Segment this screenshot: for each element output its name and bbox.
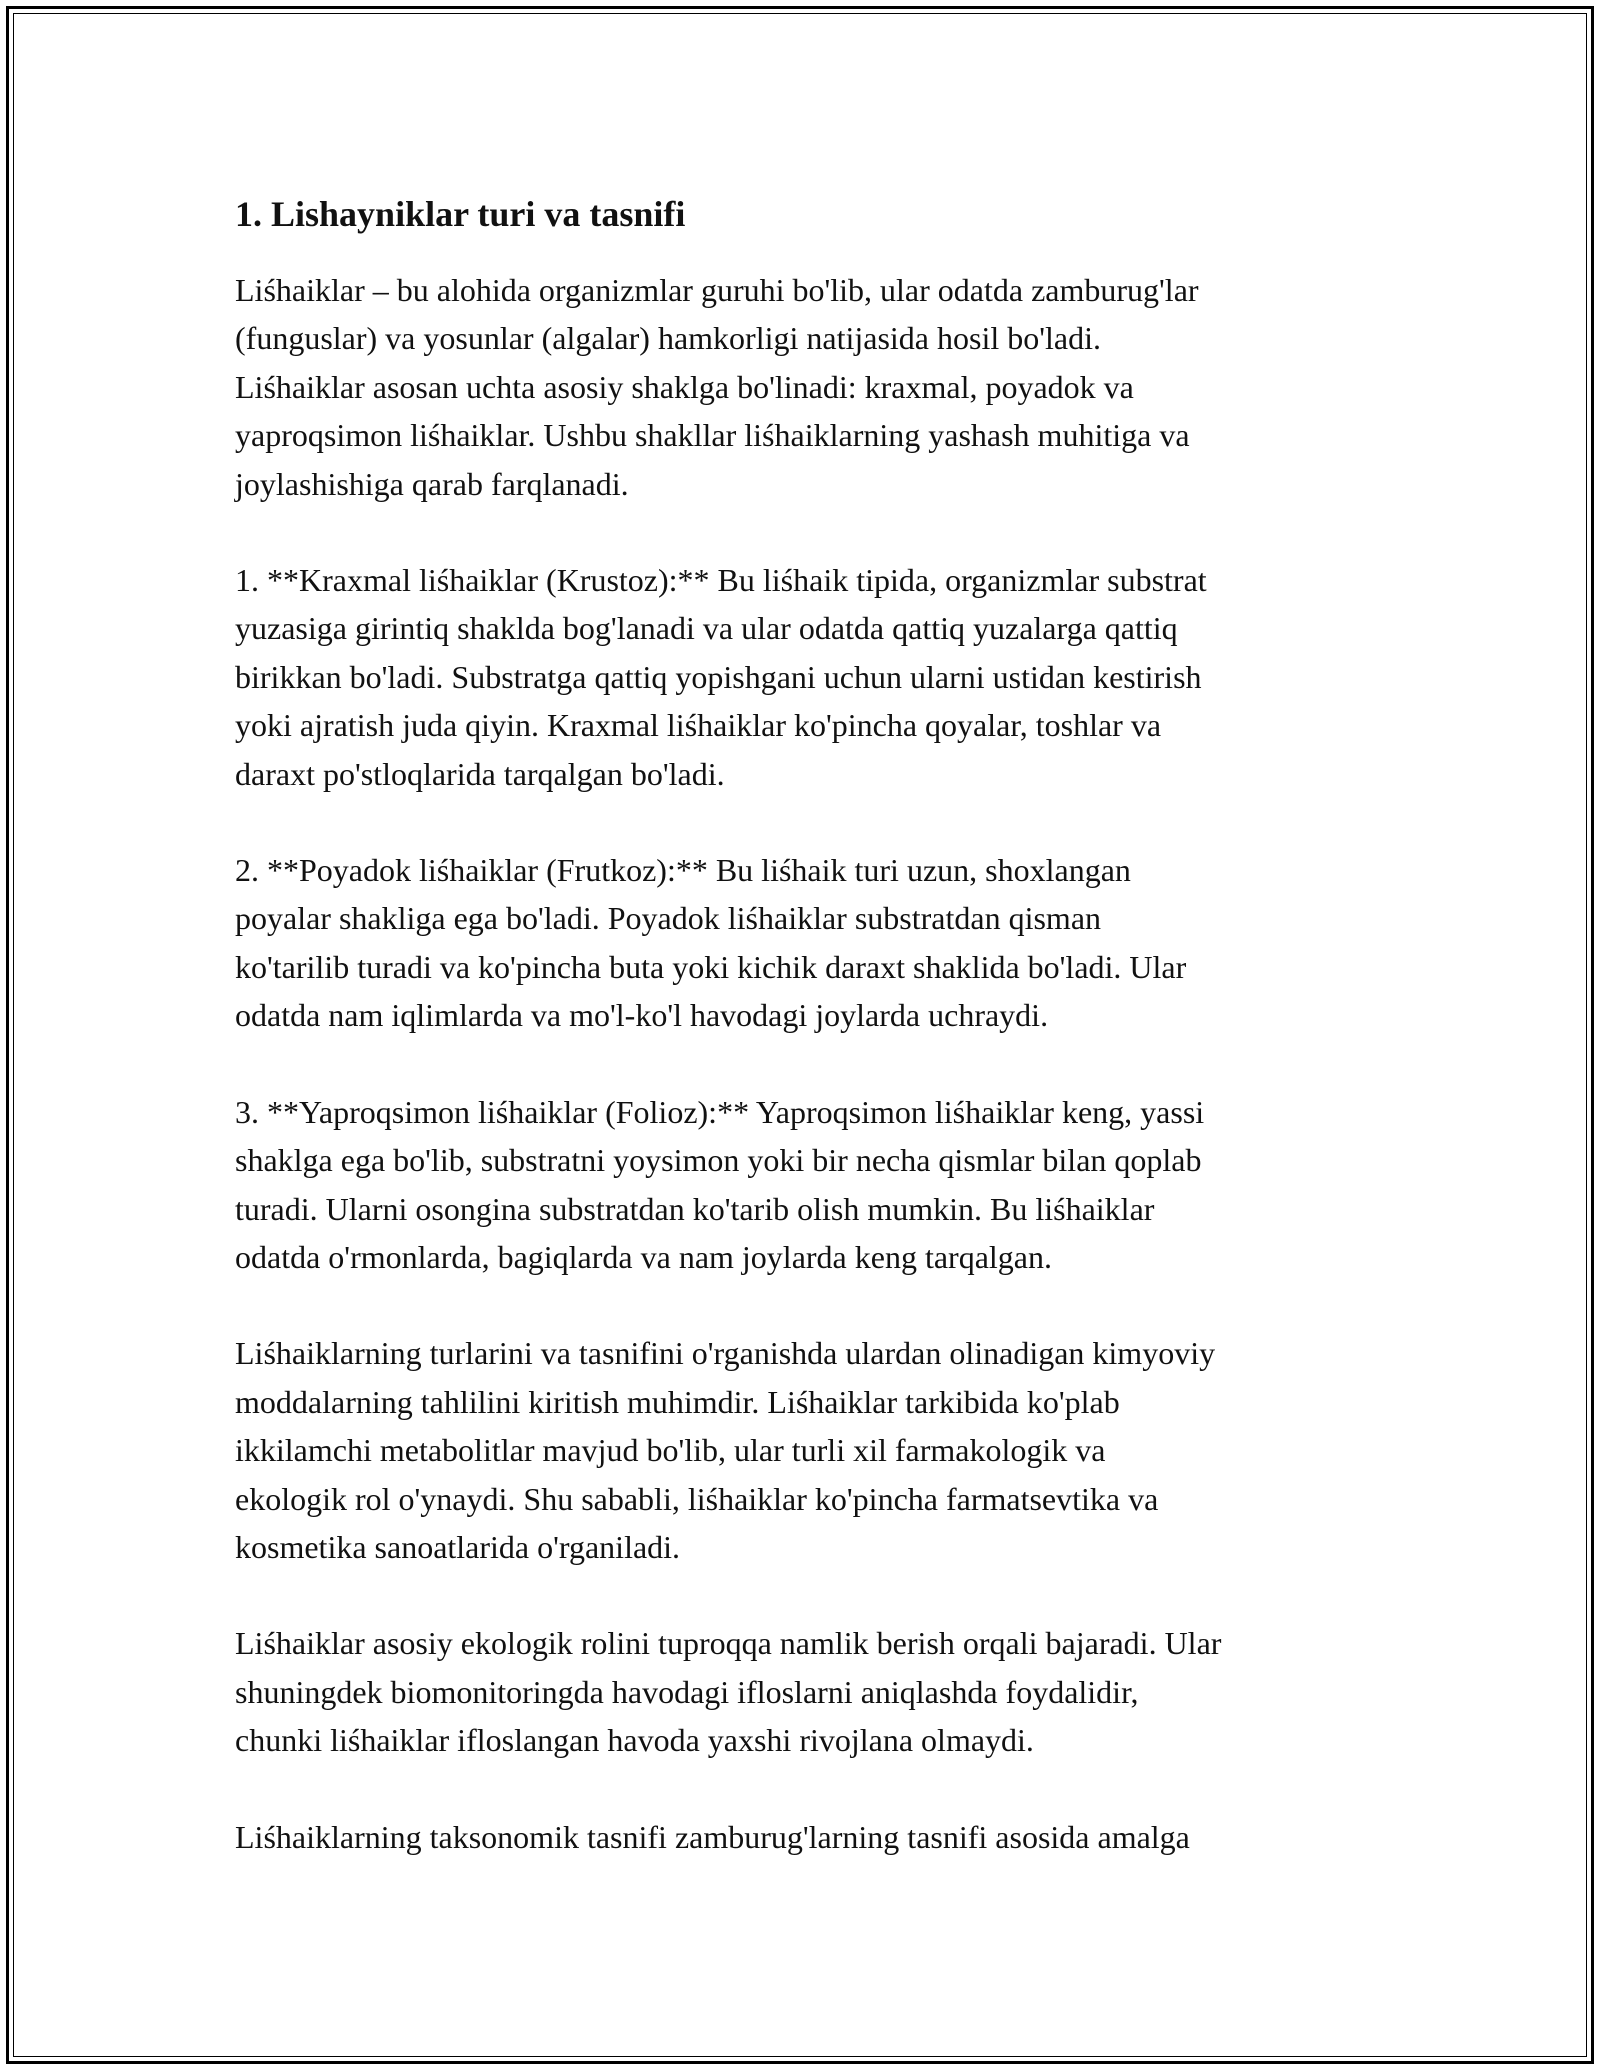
paragraph-foliose: 3. **Yaproqsimon liśhaiklar (Folioz):** Yaproqsimon liśhaiklar keng, yassi shaklga ega bo'lib, substratni yoysimon yoki bir necha qismlar bilan qoplab turadi. Ularni osongina substratdan ko'tarib olish mumkin. Bu liśhaiklar odatda o'rmonlarda, bagiqlarda va nam joylarda keng tarqalgan. <box>235 1093 1205 1275</box>
paragraph-crustose: 1. **Kraxmal liśhaiklar (Krustoz):** Bu liśhaik tipida, organizmlar substrat yuzasiga girintiq shaklda bog'lanadi va ular odatda qattiq yuzalarga qattiq birikkan bo'ladi. Substratga qattiq yopishgani uchun ularni ustidan kestirish yoki ajratish juda qiyin. Kraxmal liśhaiklar ko'pincha qoyalar, toshlar va daraxt po'stloqlarida tarqalgan bo'ladi. <box>235 562 1207 792</box>
document-content <box>235 188 1395 1861</box>
paragraph-chemistry: Liśhaiklarning turlarini va tasnifini o'rganishda ulardan olinadigan kimyoviy moddalarning tahlilini kiritish muhimdir. Liśhaiklar tarkibida ko'plab ikkilamchi metabolitlar mavjud bo'lib, ular turli xil farmakologik va ekologik rol o'ynaydi. Shu sababli, liśhaiklar ko'pincha farmatsevtika va kosmetika sanoatlarida o'rganiladi. <box>235 1335 1216 1565</box>
document-title: 1. Lishayniklar turi va tasnifi <box>235 194 686 234</box>
paragraph-intro: Liśhaiklar – bu alohida organizmlar guruhi bo'lib, ular odatda zamburug'lar (funguslar) va yosunlar (algalar) hamkorligi natijasida hosil bo'ladi. Liśhaiklar asosan uchta asosiy shaklga bo'linadi: kraxmal, poyadok va yaproqsimon liśhaiklar. Ushbu shakllar liśhaiklarning yashash muhitiga va joylashishiga qarab farqlanadi. <box>235 272 1199 502</box>
paragraph-ecology: Liśhaiklar asosiy ekologik rolini tuproqqa namlik berish orqali bajaradi. Ular shuningdek biomonitoringda havodagi ifloslarni aniqlashda foydalidir, chunki liśhaiklar ifloslangan havoda yaxshi rivojlana olmaydi. <box>235 1625 1222 1759</box>
paragraph-taxonomy: Liśhaiklarning taksonomik tasnifi zamburug'larning tasnifi asosida amalga <box>235 1818 1190 1855</box>
paragraph-fruticose: 2. **Poyadok liśhaiklar (Frutkoz):** Bu liśhaik turi uzun, shoxlangan poyalar shakliga ega bo'ladi. Poyadok liśhaiklar substratdan qisman ko'tarilib turadi va ko'pincha buta yoki kichik daraxt shaklida bo'ladi. Ular odatda nam iqlimlarda va mo'l-ko'l havodagi joylarda uchraydi. <box>235 852 1187 1034</box>
